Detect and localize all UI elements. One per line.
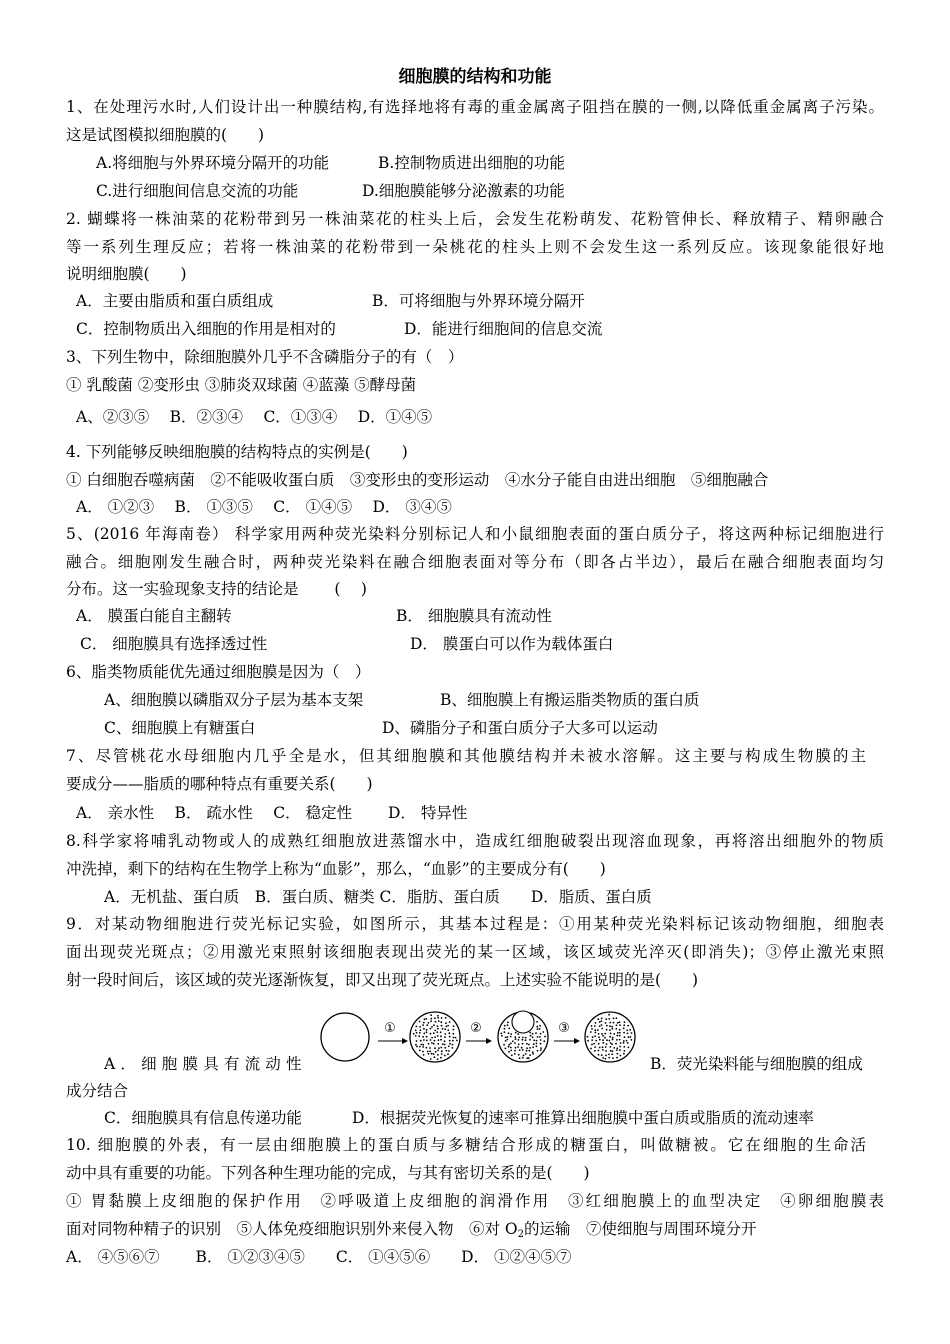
q10-options: A． ④⑤⑥⑦ B． ①②③④⑤ C． ①④⑤⑥ D． ①②④⑤⑦ xyxy=(66,1248,572,1266)
q5-stem-line1: 5、(2016 年海南卷） 科学家用两种荧光染料分别标记人和小鼠细胞表面的蛋白质分子，将这两种标记细胞进行 xyxy=(66,525,884,543)
q9-stem-line3: 射一段时间后，该区域的荧光逐渐恢复，即又出现了荧光斑点。上述实验不能说明的是( ) xyxy=(66,971,699,989)
unlabeled-cell xyxy=(321,1013,369,1061)
step-arrow-3 xyxy=(554,1021,580,1044)
q9-option-b: B．荧光染料能与细胞膜的组成 xyxy=(650,1055,863,1073)
q9-stem-line2: 面出现荧光斑点；②用激光束照射该细胞表现出荧光的某一区域，该区域荧光淬灭(即消失)；③停止激光束照 xyxy=(66,943,884,961)
q7-options: A． 亲水性 B． 疏水性 C． 稳定性 D． 特异性 xyxy=(76,804,468,822)
q6-option-d: D、磷脂分子和蛋白质分子大多可以运动 xyxy=(382,719,658,737)
q5-option-d: D． 膜蛋白可以作为载体蛋白 xyxy=(410,635,614,653)
step-label-2: ② xyxy=(470,1021,482,1036)
q8-options: A．无机盐、蛋白质 B．蛋白质、糖类 C．脂肪、蛋白质 D．脂质、蛋白质 xyxy=(104,888,652,906)
q10-items-line1: ① 胃黏膜上皮细胞的保护作用 ②呼吸道上皮细胞的润滑作用 ③红细胞膜上的血型决定 ④卵细胞膜表 xyxy=(66,1192,884,1210)
q6-stem-line1: 6、脂类物质能优先通过细胞膜是因为（ ） xyxy=(66,663,371,681)
q10-items-line2: 面对同物种精子的识别 ⑤人体免疫细胞识别外来侵入物 ⑥对 $O_2$的运输 ⑦使细胞与周围环境分开 xyxy=(66,1220,757,1240)
bleached-region xyxy=(512,1011,534,1033)
q2-option-b: B．可将细胞与外界环境分隔开 xyxy=(372,292,585,310)
page-title: 细胞膜的结构和功能 xyxy=(398,67,552,87)
q10-stem-line2: 动中具有重要的功能。下列各种生理功能的完成，与其有密切关系的是( ) xyxy=(66,1164,590,1182)
q9-option-d: D．根据荧光恢复的速率可推算出细胞膜中蛋白质或脂质的流动速率 xyxy=(352,1109,814,1127)
q6-option-a: A、细胞膜以磷脂双分子层为基本支架 xyxy=(104,691,364,709)
q1-stem-line2: 这是试图模拟细胞膜的( ) xyxy=(66,126,265,144)
q1-stem-line1: 1、在处理污水时,人们设计出一种膜结构,有选择地将有毒的重金属离子阻挡在膜的一侧,以降低重金属离子污染。 xyxy=(66,98,884,116)
step-label-3: ③ xyxy=(558,1021,570,1036)
q2-stem-line2: 等一系列生理反应；若将一株油菜的花粉带到一朵桃花的柱头上则不会发生这一系列反应。该现象能很好地 xyxy=(66,238,884,256)
q1-option-b: B.控制物质进出细胞的功能 xyxy=(378,154,565,172)
q5-option-b: B． 细胞膜具有流动性 xyxy=(396,607,552,625)
q8-stem-line2: 冲洗掉，剩下的结构在生物学上称为“血影”，那么，“血影”的主要成分有( ) xyxy=(66,860,606,878)
q5-stem-line2: 融合。细胞刚发生融合时，两种荧光染料在融合细胞表面对等分布（即各占半边），最后在融合细胞表面均匀 xyxy=(66,553,884,571)
q1-option-d: D.细胞膜能够分泌激素的功能 xyxy=(362,182,565,200)
q3-options: A、②③⑤ B．②③④ C．①③④ D．①④⑤ xyxy=(76,408,433,426)
q9-stem-line1: 9．对某动物细胞进行荧光标记实验，如图所示，其基本过程是：①用某种荧光染料标记该动物细胞，细胞表 xyxy=(66,915,884,933)
step-arrow-1 xyxy=(378,1021,408,1044)
recovered-cell xyxy=(585,1012,635,1062)
q7-stem-line2: 要成分——脂质的哪种特点有重要关系( ) xyxy=(66,775,373,793)
q4-items: ① 白细胞吞噬病菌 ②不能吸收蛋白质 ③变形虫的变形运动 ④水分子能自由进出细胞 ⑤细胞融合 xyxy=(66,471,769,489)
q2-stem-line1: 2. 蝴蝶将一株油菜的花粉带到另一株油菜花的柱头上后，会发生花粉萌发、花粉管伸长、释放精子、精卵融合 xyxy=(66,210,884,228)
q6-option-b: B、细胞膜上有搬运脂类物质的蛋白质 xyxy=(440,691,700,709)
q5-option-a: A． 膜蛋白能自主翻转 xyxy=(76,607,232,625)
q5-option-c: C． 细胞膜具有选择透过性 xyxy=(80,635,268,653)
q2-option-d: D．能进行细胞间的信息交流 xyxy=(404,320,603,338)
q2-option-c: C．控制物质出入细胞的作用是相对的 xyxy=(76,320,336,338)
q9-option-a: A．细胞膜具有流动性 xyxy=(104,1055,307,1073)
q8-stem-line1: 8.科学家将哺乳动物或人的成熟红细胞放进蒸馏水中，造成红细胞破裂出现溶血现象，再将溶出细胞外的物质 xyxy=(66,832,884,850)
q4-stem-line1: 4. 下列能够反映细胞膜的结构特点的实例是( ) xyxy=(66,443,408,461)
q7-stem-line1: 7、尽管桃花水母细胞内几乎全是水，但其细胞膜和其他膜结构并未被水溶解。这主要与构成生物膜的主 xyxy=(66,747,866,765)
q9-option-b-cont: 成分结合 xyxy=(66,1082,129,1100)
q6-option-c: C、细胞膜上有糖蛋白 xyxy=(104,719,256,737)
q2-stem-line3: 说明细胞膜( ) xyxy=(66,265,187,283)
step-label-1: ① xyxy=(384,1021,396,1036)
labeled-cell xyxy=(410,1012,460,1062)
q5-stem-line3: 分布。这一实验现象支持的结论是 ( ) xyxy=(66,580,367,598)
q3-stem-line1: 3、下列生物中，除细胞膜外几乎不含磷脂分子的有（ ） xyxy=(66,348,464,366)
q4-options: A． ①②③ B． ①③⑤ C． ①④⑤ D． ③④⑤ xyxy=(76,498,452,516)
q1-option-a: A.将细胞与外界环境分隔开的功能 xyxy=(96,154,330,172)
q10-stem-line1: 10. 细胞膜的外表，有一层由细胞膜上的蛋白质与多糖结合形成的糖蛋白，叫做糖被。它在细胞的生命活 xyxy=(66,1136,866,1154)
q2-option-a: A．主要由脂质和蛋白质组成 xyxy=(76,292,274,310)
q1-option-c: C.进行细胞间信息交流的功能 xyxy=(96,182,299,200)
q3-items: ① 乳酸菌 ②变形虫 ③肺炎双球菌 ④蓝藻 ⑤酵母菌 xyxy=(66,376,417,394)
fluorescence-recovery-figure xyxy=(318,1008,638,1066)
step-arrow-2 xyxy=(466,1021,492,1044)
bleached-cell xyxy=(498,1011,548,1062)
q9-option-c: C．细胞膜具有信息传递功能 xyxy=(104,1109,302,1127)
